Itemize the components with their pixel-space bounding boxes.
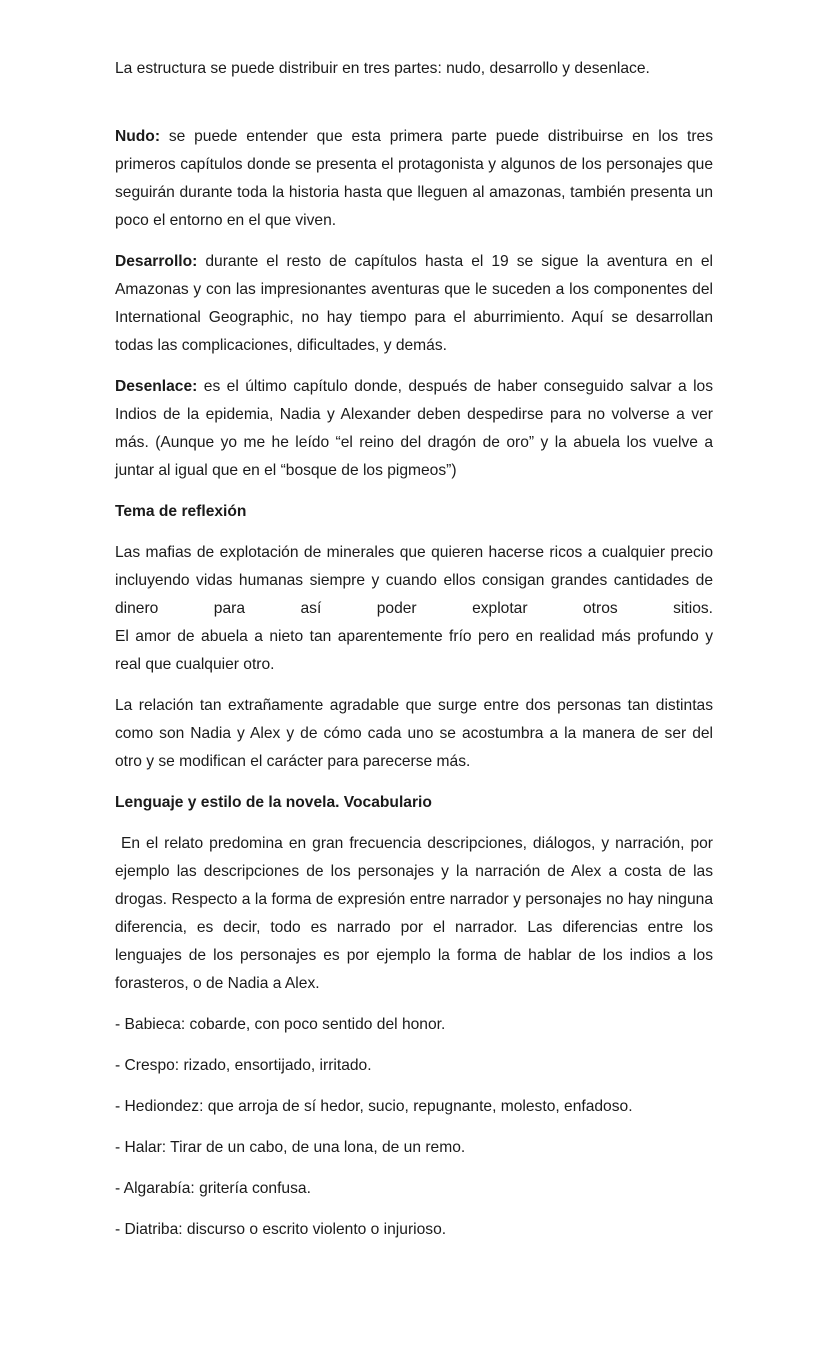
list-item: - Diatriba: discurso o escrito violento o injurioso. [115, 1221, 447, 1238]
tema-paragraph-1b: El amor de abuela a nieto tan aparentemente frío pero en realidad más profundo y real que cualquier otro. [115, 628, 713, 673]
list-item: - Halar: Tirar de un cabo, de una lona, de un remo. [115, 1139, 466, 1156]
tema-paragraph-1 [115, 539, 713, 679]
desarrollo-label: Desarrollo: [115, 253, 198, 270]
list-item: - Hediondez: que arroja de sí hedor, sucio, repugnante, molesto, enfadoso. [115, 1098, 633, 1115]
desenlace-label: Desenlace: [115, 378, 198, 395]
lenguaje-heading: Lenguaje y estilo de la novela. Vocabulario [115, 794, 432, 811]
tema-paragraph-1a: Las mafias de explotación de minerales que quieren hacerse ricos a cualquier precio incluyendo vidas humanas siempre y cuando ellos consigan grandes cantidades de dinero para así poder explotar otros sitios. [115, 544, 713, 617]
nudo-text: se puede entender que esta primera parte puede distribuirse en los tres primeros capítulos donde se presenta el protagonista y algunos de los personajes que seguirán durante toda la historia hasta que lleguen al amazonas, también presenta un poco el entorno en el que viven. [115, 128, 713, 229]
desenlace-text: es el último capítulo donde, después de haber conseguido salvar a los Indios de la epidemia, Nadia y Alexander deben despedirse para no volverse a ver más. (Aunque yo me he leído “el reino del dragón de oro” y la abuela los vuelve a juntar al igual que en el “bosque de los pigmeos”) [115, 378, 713, 479]
document-body [115, 55, 718, 1257]
list-item: - Crespo: rizado, ensortijado, irritado. [115, 1057, 372, 1074]
desarrollo-paragraph [115, 248, 713, 360]
nudo-paragraph [115, 123, 713, 235]
desenlace-paragraph [115, 373, 713, 485]
desarrollo-text: durante el resto de capítulos hasta el 19 se sigue la aventura en el Amazonas y con las impresionantes aventuras que le suceden a los componentes del International Geographic, no hay tiempo para el aburrimiento. Aquí se desarrollan todas las complicaciones, dificultades, y demás. [115, 253, 713, 354]
nudo-label: Nudo: [115, 128, 161, 145]
lenguaje-paragraph: En el relato predomina en gran frecuencia descripciones, diálogos, y narración, por ejemplo las descripciones de los personajes y la narración de Alex a costa de las drogas. Respecto a la forma de expresión entre narrador y personajes no hay ninguna diferencia, es decir, todo es narrado por el narrador. Las diferencias entre los lenguajes de los personajes es por ejemplo la forma de hablar de los indios a los forasteros, o de Nadia a Alex. [115, 835, 718, 992]
tema-paragraph-2: La relación tan extrañamente agradable que surge entre dos personas tan distintas como son Nadia y Alex y de cómo cada uno se acostumbra a la manera de ser del otro y se modifican el carácter para parecerse más. [115, 697, 713, 770]
vocabulary-list [115, 1011, 713, 1244]
tema-heading: Tema de reflexión [115, 503, 247, 520]
intro-paragraph: La estructura se puede distribuir en tres partes: nudo, desarrollo y desenlace. [115, 60, 650, 77]
list-item: - Algarabía: gritería confusa. [115, 1180, 311, 1197]
list-item: - Babieca: cobarde, con poco sentido del honor. [115, 1016, 446, 1033]
